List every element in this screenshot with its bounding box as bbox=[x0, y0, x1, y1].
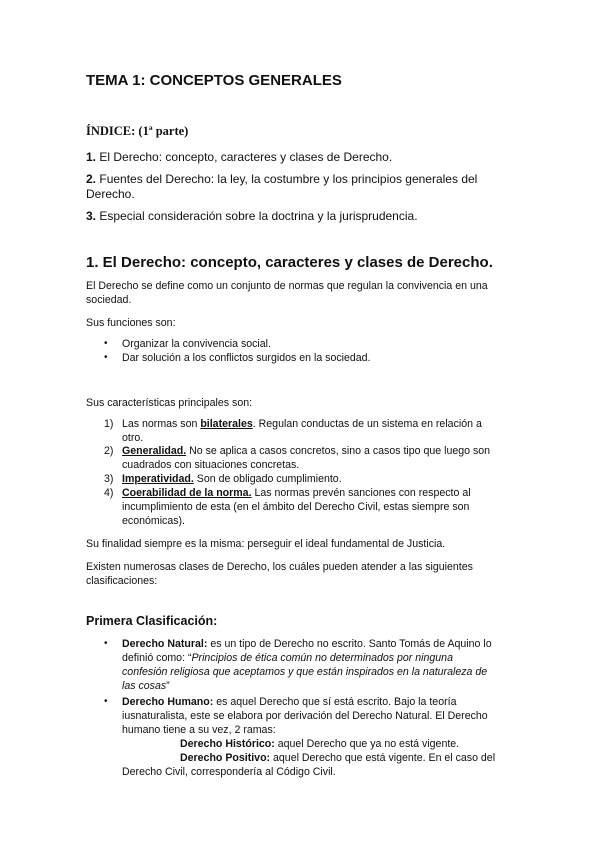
humano-line2: iusnaturalista, este se elabora por derivación del Derecho Natural. El Derecho bbox=[122, 710, 488, 722]
characteristic-2-term: Generalidad. bbox=[122, 445, 187, 457]
characteristic-1-term: bilaterales bbox=[200, 418, 253, 430]
positivo-term: Derecho Positivo: bbox=[180, 752, 271, 764]
index-item-1-text: El Derecho: concepto, caracteres y clases de Derecho. bbox=[99, 150, 393, 164]
natural-line2-pre: definió como: “ bbox=[122, 652, 192, 664]
characteristic-4-number: 4) bbox=[104, 487, 114, 499]
characteristic-3-number: 3) bbox=[104, 473, 114, 485]
functions-label: Sus funciones son: bbox=[86, 317, 176, 329]
function-item-1: Organizar la convivencia social. bbox=[122, 338, 271, 350]
historico-term: Derecho Histórico: bbox=[180, 738, 275, 750]
index-item-2-text-line2: Derecho. bbox=[86, 187, 135, 201]
historico-line bbox=[180, 738, 459, 752]
characteristic-2-line2: cuadrados con situaciones concretas. bbox=[122, 459, 300, 471]
section-1-intro-line1: El Derecho se define como un conjunto de normas que regulan la convivencia en una bbox=[86, 280, 488, 292]
humano-line1-rest: es aquel Derecho que sí está escrito. Bajo la teoría bbox=[213, 696, 457, 708]
characteristic-4-line2: incumplimiento de esta (en el ámbito del Derecho Civil, estas siempre son bbox=[122, 501, 470, 513]
bullet-icon: • bbox=[104, 696, 108, 707]
natural-line1 bbox=[122, 638, 492, 652]
characteristic-1-line2: otro. bbox=[122, 432, 144, 444]
bullet-icon: • bbox=[104, 352, 108, 363]
characteristic-2-line1 bbox=[122, 445, 490, 459]
function-item-2: Dar solución a los conflictos surgidos en la sociedad. bbox=[122, 352, 371, 364]
natural-line3-quote: confesión religiosa que aceptamos y que están inspirados en la naturaleza de bbox=[122, 666, 488, 678]
natural-term: Derecho Natural: bbox=[122, 638, 208, 650]
first-classification-heading: Primera Clasificación: bbox=[86, 614, 218, 628]
index-item-3-text: Especial consideración sobre la doctrina y la jurisprudencia. bbox=[99, 209, 418, 223]
natural-line1-rest: es un tipo de Derecho no escrito. Santo Tomás de Aquino lo bbox=[207, 638, 492, 650]
natural-line2-quote: Principios de ética común no determinados por ninguna bbox=[191, 652, 453, 664]
historico-rest: aquel Derecho que ya no está vigente. bbox=[274, 738, 460, 750]
index-item-3-number: 3. bbox=[86, 209, 97, 223]
characteristic-1-number: 1) bbox=[104, 418, 114, 430]
humano-line1 bbox=[122, 696, 456, 710]
bullet-icon: • bbox=[104, 638, 108, 649]
characteristic-3-line1 bbox=[122, 473, 342, 487]
characteristic-4-post: Las normas prevén sanciones con respecto al bbox=[251, 487, 471, 499]
natural-line4-quote: las cosas bbox=[122, 680, 167, 692]
index-heading: ÍNDICE: (1ª parte) bbox=[86, 124, 189, 138]
document-title: TEMA 1: CONCEPTOS GENERALES bbox=[86, 72, 342, 89]
bullet-icon: • bbox=[104, 338, 108, 349]
index-item-2-text-line1: Fuentes del Derecho: la ley, la costumbre y los principios generales del bbox=[99, 172, 478, 186]
characteristic-2-post: No se aplica a casos concretos, sino a casos tipo que luego son bbox=[186, 445, 491, 457]
index-item-3 bbox=[86, 208, 418, 224]
index-item-1-number: 1. bbox=[86, 150, 97, 164]
section-1-intro-line2: sociedad. bbox=[86, 294, 132, 306]
positivo-line bbox=[180, 752, 495, 766]
natural-line2 bbox=[122, 652, 453, 666]
characteristic-1-post: . Regulan conductas de un sistema en relación a bbox=[252, 418, 482, 430]
positivo-line2: Derecho Civil, correspondería al Código Civil. bbox=[122, 766, 336, 778]
index-item-2 bbox=[86, 171, 477, 187]
purpose-paragraph: Su finalidad siempre es la misma: perseguir el ideal fundamental de Justicia. bbox=[86, 538, 446, 550]
positivo-rest: aquel Derecho que está vigente. En el caso del bbox=[270, 752, 496, 764]
index-item-1 bbox=[86, 149, 392, 165]
characteristic-4-line3: económicas). bbox=[122, 515, 185, 527]
section-1-heading: 1. El Derecho: concepto, caracteres y clases de Derecho. bbox=[86, 254, 493, 271]
classes-line1: Existen numerosas clases de Derecho, los cuáles pueden atender a las siguientes bbox=[86, 561, 473, 573]
characteristic-1-pre: Las normas son bbox=[122, 418, 201, 430]
natural-line3 bbox=[122, 666, 487, 680]
characteristic-3-term: Imperatividad. bbox=[122, 473, 194, 485]
humano-line3: humano tiene a su vez, 2 ramas: bbox=[122, 724, 276, 736]
characteristic-4-term: Coerabilidad de la norma. bbox=[122, 487, 252, 499]
natural-line4 bbox=[122, 680, 170, 694]
characteristics-label: Sus características principales son: bbox=[86, 397, 253, 409]
classes-line2: clasificaciones: bbox=[86, 575, 158, 587]
characteristic-2-number: 2) bbox=[104, 445, 114, 457]
index-item-2-number: 2. bbox=[86, 172, 97, 186]
natural-line4-post: ” bbox=[166, 680, 170, 692]
characteristic-3-post: Son de obligado cumplimiento. bbox=[193, 473, 342, 485]
characteristic-4-line1 bbox=[122, 487, 471, 501]
characteristic-1-line1 bbox=[122, 418, 482, 432]
humano-term: Derecho Humano: bbox=[122, 696, 214, 708]
